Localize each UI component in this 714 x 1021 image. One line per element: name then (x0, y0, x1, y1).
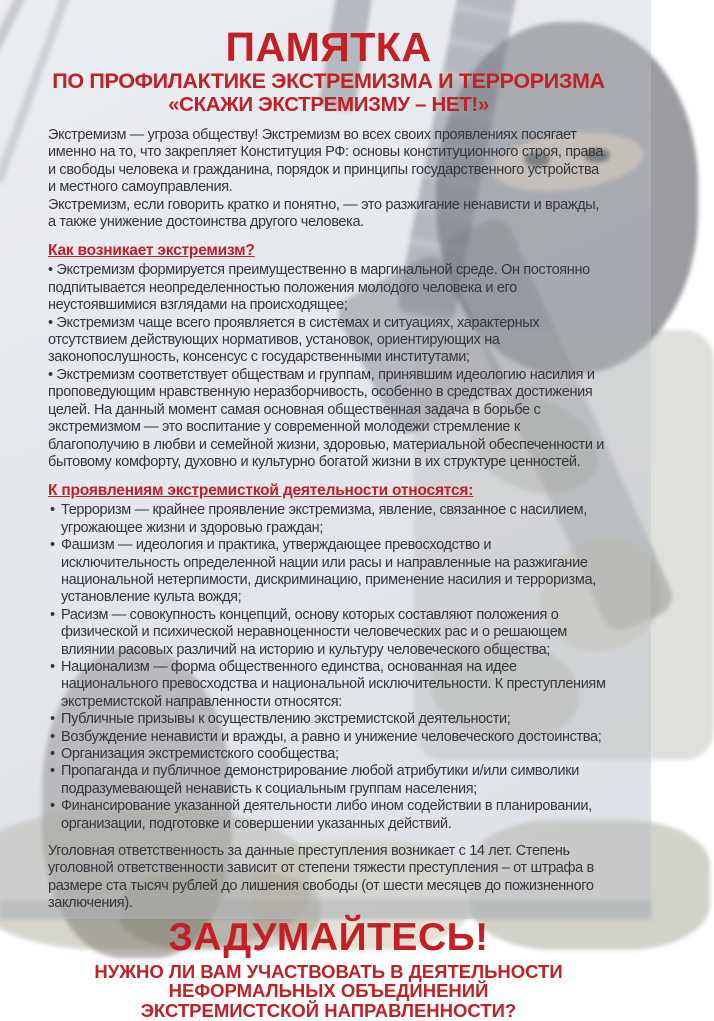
origin-list (48, 262, 609, 471)
page-title: ПАМЯТКА (225, 24, 432, 70)
list-item: • Фашизм — идеология и практика, утверждающее превосходство и исключительность определенной нации или расы и направленные на разжигание национальной нетерпимости, дискриминацию, применение насилия и терроризма, установление культа вождя; (48, 537, 609, 607)
page-subtitle: ПО ПРОФИЛАКТИКЕ ЭКСТРЕМИЗМА И ТЕРРОРИЗМА (52, 69, 605, 93)
list-item: • Пропаганда и публичное демонстрирование любой атрибутики и/или символики подразумевающей ненависть к социальным группам населения; (48, 763, 609, 798)
list-item: • Организация экстремистского сообщества; (48, 746, 609, 763)
criminal-liability-paragraph: Уголовная ответственность за данные преступления возникает с 14 лет. Степень уголовной ответственности зависит от степени тяжести преступления – от штрафа в размере ста тысяч рублей до лишения свободы (от шести месяцев до пожизненного заключения). (48, 843, 594, 912)
call-to-action (48, 917, 609, 1021)
list-item: • Публичные призывы к осуществлению экстремистской деятельности; (48, 711, 609, 728)
list-item: • Финансирование указанной деятельности либо ином содействии в планировании, организации, подготовке и совершении указанных действий. (48, 798, 609, 833)
list-item: • Национализм — форма общественного единства, основанная на идее национального превосходства и национальной исключительности. К преступлениям экстремистской направленности относятся: (48, 659, 609, 711)
intro-paragraph: Экстремизм, если говорить кратко и понятно, — это разжигание ненависти и вражды, а также унижение достоинства другого человека. (48, 196, 600, 231)
section-heading-manifestations: К проявлениям экстремисткой деятельности относятся: (48, 482, 474, 500)
page-slogan: «СКАЖИ ЭКСТРЕМИЗМУ – НЕТ!» (168, 93, 489, 116)
list-item: • Возбуждение ненависти и вражды, а равно и унижение человеческого достоинства; (48, 729, 609, 746)
list-item: • Терроризм — крайнее проявление экстремизма, явление, связанное с насилием, угрожающее жизни и здоровью граждан; (48, 502, 609, 537)
list-item: • Экстремизм чаще всего проявляется в системах и ситуациях, характерных отсутствием действующих нормативов, установок, ориентирующих на законопослушность, консенсус с государственными институтами; (48, 315, 609, 367)
cta-question: НУЖНО ЛИ ВАМ УЧАСТВОВАТЬ В ДЕЯТЕЛЬНОСТИ НЕФОРМАЛЬНЫХ ОБЪЕДИНЕНИЙ ЭКСТРЕМИСТСКОЙ НАПРАВЛЕННОСТИ? (94, 960, 563, 1021)
list-item: • Расизм — совокупность концепций, основу которых составляют положения о физической и психической неравноценности человеческих рас и о решающем влиянии расовых различий на историю и культуру человеческого общества; (48, 607, 609, 659)
list-item: • Экстремизм формируется преимущественно в маргинальной среде. Он постоянно подпитывается неопределенностью положения молодого человека и его неустоявшимися взглядами на происходящее; (48, 262, 609, 314)
intro-paragraph: Экстремизм — угроза обществу! Экстремизм во всех своих проявлениях посягает именно на то, что закрепляет Конституция РФ: основы конституционного строя, права и свободы человека и гражданина, порядок и принципы государственного устройства и местного самоуправления. (48, 127, 604, 196)
list-item: • Экстремизм соответствует обществам и группам, принявшим идеологию насилия и проповедующим нравственную неразборчивость, особенно в средствах достижения целей. На данный момент самая основная общественная задача в борьбе с экстремизмом — это воспитание у современной молодежи стремление к благополучию в любви и семейной жизни, здоровью, материальной обеспеченности и бытовому комфорту, духовно и культурно богатой жизни в их структуре ценностей. (48, 367, 609, 471)
poster-header (48, 26, 609, 116)
section-heading-origin: Как возникает экстремизм? (48, 242, 255, 260)
cta-headline: ЗАДУМАЙТЕСЬ! (168, 915, 489, 959)
manifestations-list (48, 502, 609, 833)
